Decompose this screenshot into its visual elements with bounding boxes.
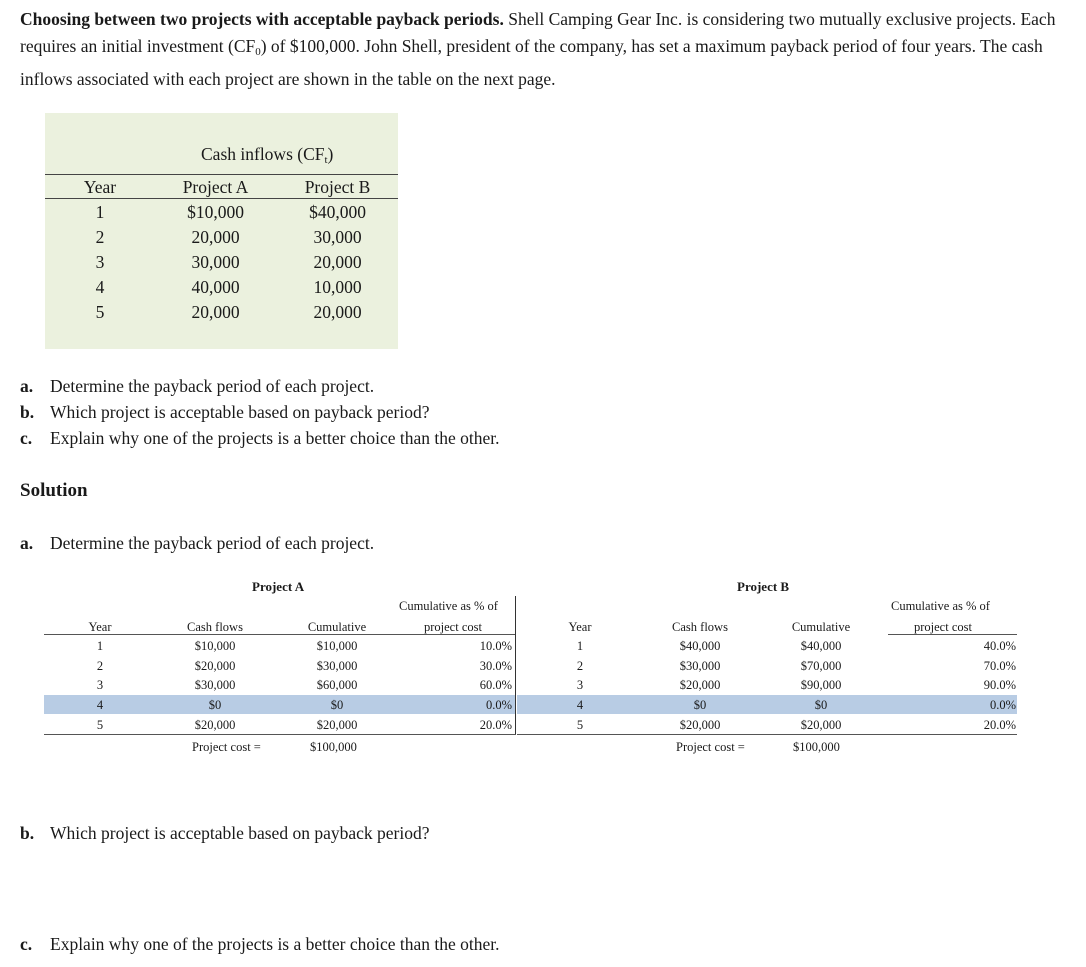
inflow-cell: 20,000 <box>313 302 362 322</box>
inflow-cell: 20,000 <box>191 302 240 322</box>
project-b-header-cumulative: Cumulative <box>791 620 851 634</box>
caption-rule <box>45 174 398 175</box>
inflow-cell: 20,000 <box>313 252 362 272</box>
header-year: Year <box>83 177 117 197</box>
project-b-bottom-rule <box>517 734 1017 735</box>
inflow-cell: 10,000 <box>313 277 362 297</box>
project-a-bottom-rule <box>44 734 516 735</box>
project-b-cell: $40,000 <box>800 639 842 653</box>
question-list <box>20 373 500 451</box>
header-rule <box>45 198 398 199</box>
project-b-cell: 20.0% <box>983 717 1016 732</box>
project-b-cost-label: Project cost = <box>676 740 745 754</box>
project-b-cell: $70,000 <box>800 658 842 673</box>
project-b-cell: 40.0% <box>983 639 1016 653</box>
project-b-header-rule <box>888 634 1017 635</box>
project-b-cell: $40,000 <box>679 639 721 653</box>
inflow-cell: 5 <box>95 302 105 322</box>
project-a-cell: $0 <box>208 698 222 713</box>
project-b-cell: 5 <box>576 717 584 732</box>
solution-heading: Solution <box>20 480 88 501</box>
project-a-cell: 30.0% <box>479 658 512 673</box>
problem-statement <box>20 6 1076 93</box>
inflow-cell: 3 <box>95 252 105 272</box>
project-b-cell: 2 <box>576 658 584 673</box>
project-b-cell: $30,000 <box>679 658 721 673</box>
project-b-cost-value: $100,000 <box>793 740 840 754</box>
project-a-title: Project A <box>252 579 305 594</box>
project-a-cost-value: $100,000 <box>310 740 357 754</box>
project-a-cell: 10.0% <box>479 639 512 653</box>
inflow-cell: 40,000 <box>191 277 240 297</box>
project-a-cell: $20,000 <box>194 717 236 732</box>
problem-text-1: Shell Camping Gear Inc. is considering two mutually exclusive projects. Each requires an initial investment (CF <box>20 9 1056 56</box>
project-b-cell: 70.0% <box>983 658 1016 673</box>
project-b-cell: 1 <box>576 639 584 653</box>
project-a-header-cumulative: Cumulative <box>307 620 367 634</box>
cash-inflow-table <box>45 113 398 349</box>
inflow-caption: Cash inflows $(CF_t)$ <box>201 144 334 166</box>
project-a-cell: 4 <box>96 698 104 713</box>
header-project-b: Project B <box>304 177 371 197</box>
project-a-cell: 3 <box>96 678 104 693</box>
project-b-cell: $90,000 <box>800 678 842 693</box>
problem-text-2: ) of $100,000. John Shell, president of the company, has set a maximum payback period of four years. The cash inflows associated with each project are shown in the table on the next page. <box>20 36 1043 89</box>
question-c: c. Explain why one of the projects is a better choice than the other. <box>20 428 500 448</box>
question-a: a. Determine the payback period of each project. <box>20 376 375 396</box>
project-b-title: Project B <box>737 579 790 594</box>
header-project-a: Project A <box>182 177 249 197</box>
project-a-header-pct: project cost <box>424 620 482 634</box>
cf0-subscript: 0 <box>255 46 261 58</box>
project-a-cell: 1 <box>96 639 104 653</box>
project-a-cell: $0 <box>330 698 344 713</box>
project-b-header-year: Year <box>568 620 592 634</box>
project-a-cell: $20,000 <box>194 658 236 673</box>
project-a-cell: $20,000 <box>316 717 358 732</box>
solution-b: b. Which project is acceptable based on payback period? <box>20 823 430 843</box>
project-a-right-border <box>515 596 516 734</box>
project-a-cell: 2 <box>96 658 104 673</box>
project-b-header-cashflows: Cash flows <box>672 620 728 634</box>
project-a-cell: $60,000 <box>316 678 358 693</box>
inflow-cell: 2 <box>95 227 105 247</box>
project-a-cell: $30,000 <box>194 678 236 693</box>
inflow-cell: $10,000 <box>187 202 244 222</box>
project-b-cell: $20,000 <box>679 678 721 693</box>
project-b-cell: 0.0% <box>989 698 1016 713</box>
project-b-cell: $0 <box>693 698 707 713</box>
solution-a: a. Determine the payback period of each project. <box>20 533 375 553</box>
inflow-cell: 30,000 <box>313 227 362 247</box>
project-a-header-rule <box>44 634 516 635</box>
solution-c: c. Explain why one of the projects is a better choice than the other. <box>20 934 500 954</box>
project-a-cell: 0.0% <box>485 698 512 713</box>
project-a-cell: $30,000 <box>316 658 358 673</box>
project-b-header-pct: project cost <box>914 620 972 634</box>
inflow-cell: 20,000 <box>191 227 240 247</box>
project-a-cell: $10,000 <box>194 639 236 653</box>
project-a-cell: $10,000 <box>316 639 358 653</box>
inflow-cell: 30,000 <box>191 252 240 272</box>
project-b-cell: $20,000 <box>679 717 721 732</box>
project-a-cell: 5 <box>96 717 104 732</box>
project-a-cell: 20.0% <box>479 717 512 732</box>
project-a-header-year: Year <box>88 620 112 634</box>
project-a-cost-label: Project cost = <box>192 740 261 754</box>
project-a-header-cashflows: Cash flows <box>187 620 243 634</box>
project-b-cell: 90.0% <box>983 678 1016 693</box>
project-b-cell: $0 <box>814 698 828 713</box>
project-b-pct-header-1: Cumulative as % of <box>891 599 990 613</box>
project-a-cell: 60.0% <box>479 678 512 693</box>
project-b-cell: 4 <box>576 698 584 713</box>
project-a-pct-header-1: Cumulative as % of <box>399 599 498 613</box>
project-b-cell: 3 <box>576 678 584 693</box>
inflow-cell: $40,000 <box>309 202 366 222</box>
inflow-cell: 1 <box>95 202 105 222</box>
inflow-cell: 4 <box>95 277 105 297</box>
problem-title: Choosing between two projects with acceptable payback periods. <box>20 9 504 29</box>
project-b-cell: $20,000 <box>800 717 842 732</box>
question-b: b. Which project is acceptable based on payback period? <box>20 402 430 422</box>
